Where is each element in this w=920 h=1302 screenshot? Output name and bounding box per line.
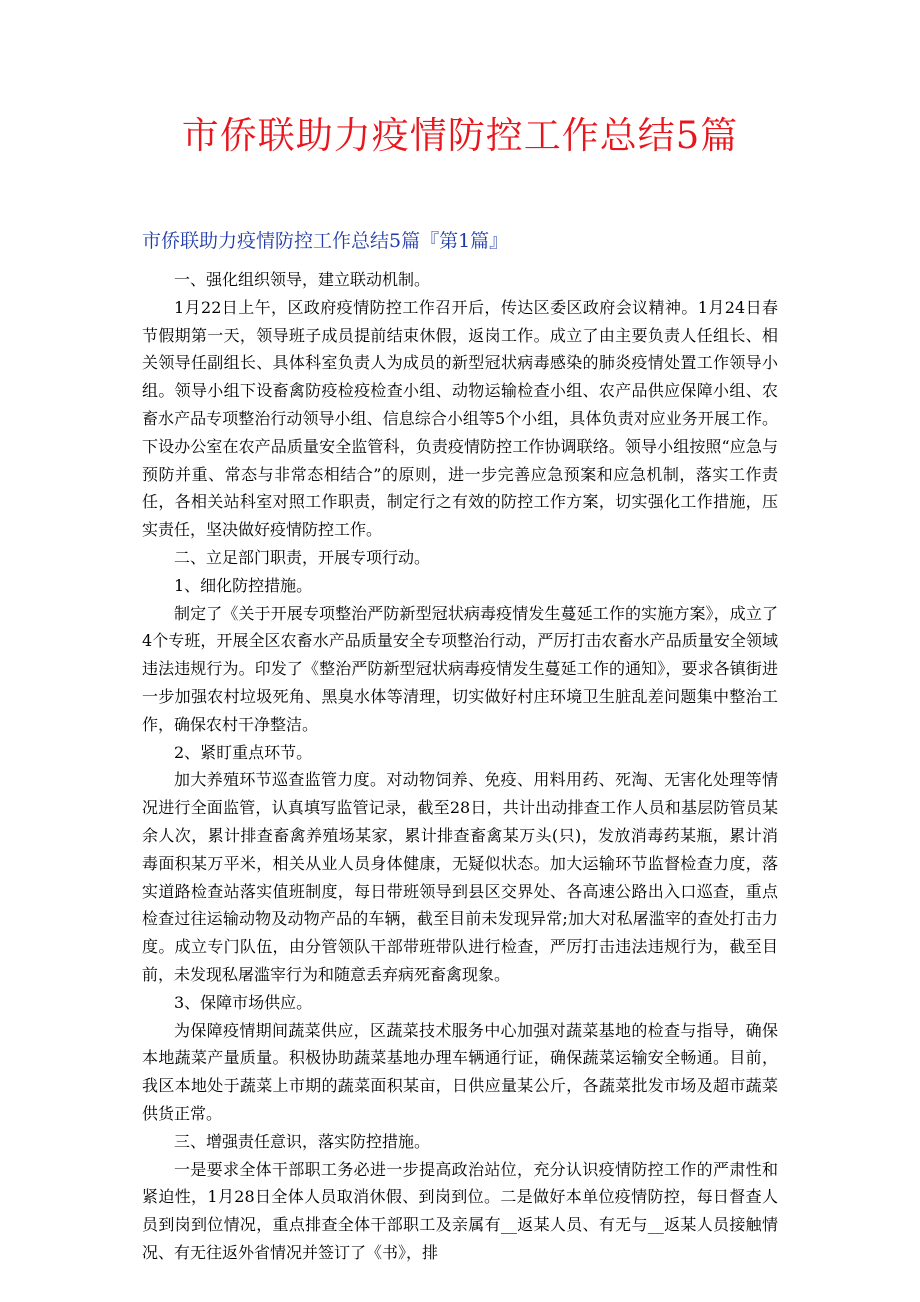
section-heading: 市侨联助力疫情防控工作总结5篇『第1篇』 — [142, 230, 509, 252]
paragraph-heading-3: 三、增强责任意识，落实防控措施。 — [174, 1131, 431, 1151]
paragraph-subheading-1: 1、细化防控措施。 — [174, 575, 313, 595]
paragraph: 1月22日上午，区政府疫情防控工作召开后，传达区委区政府会议精神。1月24日春节假期第一天，领导班子成员提前结束休假，返岗工作。成立了由主要负责人任组长、相关领导任副组长、具体科室负责人为成员的新型冠状病毒感染的肺炎疫情处置工作领导小组。领导小组下设畜禽防疫检疫检查小组、动物运输检查小组、农产品供应保障小组、农畜水产品专项整治行动领导小组、信息综合小组等5个小组，具体负责对应业务开展工作。下设办公室在农产品质量安全监管科，负责疫情防控工作协调联络。领导小组按照“应急与预防并重、常态与非常态相结合”的原则，进一步完善应急预案和应急机制，落实工作责任，各相关站科室对照工作职责，制定行之有效的防控工作方案，切实强化工作措施，压实责任，坚决做好疫情防控工作。 — [142, 297, 778, 540]
paragraph-subheading-3: 3、保障市场供应。 — [174, 992, 313, 1012]
paragraph-heading-1: 一、强化组织领导，建立联动机制。 — [174, 270, 431, 289]
paragraph: 加大养殖环节巡查监管力度。对动物饲养、免疫、用料用药、死淘、无害化处理等情况进行全面监管，认真填写监管记录，截至28日，共计出动排查工作人员和基层防管员某余人次，累计排查畜禽养殖场某家，累计排查畜禽某万头(只)，发放消毒药某瓶，累计消毒面积某万平米，相关从业人员身体健康，无疑似状态。加大运输环节监督检查力度，落实道路检查站落实值班制度，每日带班领导到县区交界处、各高速公路出入口巡查，重点检查过往运输动物及动物产品的车辆，截至目前未发现异常;加大对私屠滥宰的查处打击力度。成立专门队伍，由分管领队干部带班带队进行检查，严厉打击违法违规行为，截至目前，未发现私屠滥宰行为和随意丢弃病死畜禽现象。 — [142, 770, 778, 984]
paragraph-heading-2: 二、立足部门职责，开展专项行动。 — [174, 547, 431, 567]
document-title: 市侨联助力疫情防控工作总结5篇 — [181, 114, 739, 157]
paragraph: 为保障疫情期间蔬菜供应，区蔬菜技术服务中心加强对蔬菜基地的检查与指导，确保本地蔬菜产量质量。积极协助蔬菜基地办理车辆通行证，确保蔬菜运输安全畅通。目前，我区本地处于蔬菜上市期的蔬菜面积某亩，日供应量某公斤，各蔬菜批发市场及超市蔬菜供货正常。 — [142, 1020, 778, 1123]
paragraph: 一是要求全体干部职工务必进一步提高政治站位，充分认识疫情防控工作的严肃性和紧迫性，1月28日全体人员取消休假、到岗到位。二是做好本单位疫情防控，每日督查人员到岗到位情况，重点排查全体干部职工及亲属有__返某人员、有无与__返某人员接触情况、有无往返外省情况并签订了《书》，排 — [142, 1159, 778, 1262]
body-text — [142, 266, 778, 1267]
paragraph: 制定了《关于开展专项整治严防新型冠状病毒疫情发生蔓延工作的实施方案》，成立了4个专班，开展全区农畜水产品质量安全专项整治行动，严厉打击农畜水产品质量安全领域违法违规行为。印发了《整治严防新型冠状病毒疫情发生蔓延工作的通知》，要求各镇街进一步加强农村垃圾死角、黑臭水体等清理，切实做好村庄环境卫生脏乱差问题集中整治工作，确保农村干净整洁。 — [142, 603, 778, 734]
paragraph-subheading-2: 2、紧盯重点环节。 — [174, 742, 313, 762]
